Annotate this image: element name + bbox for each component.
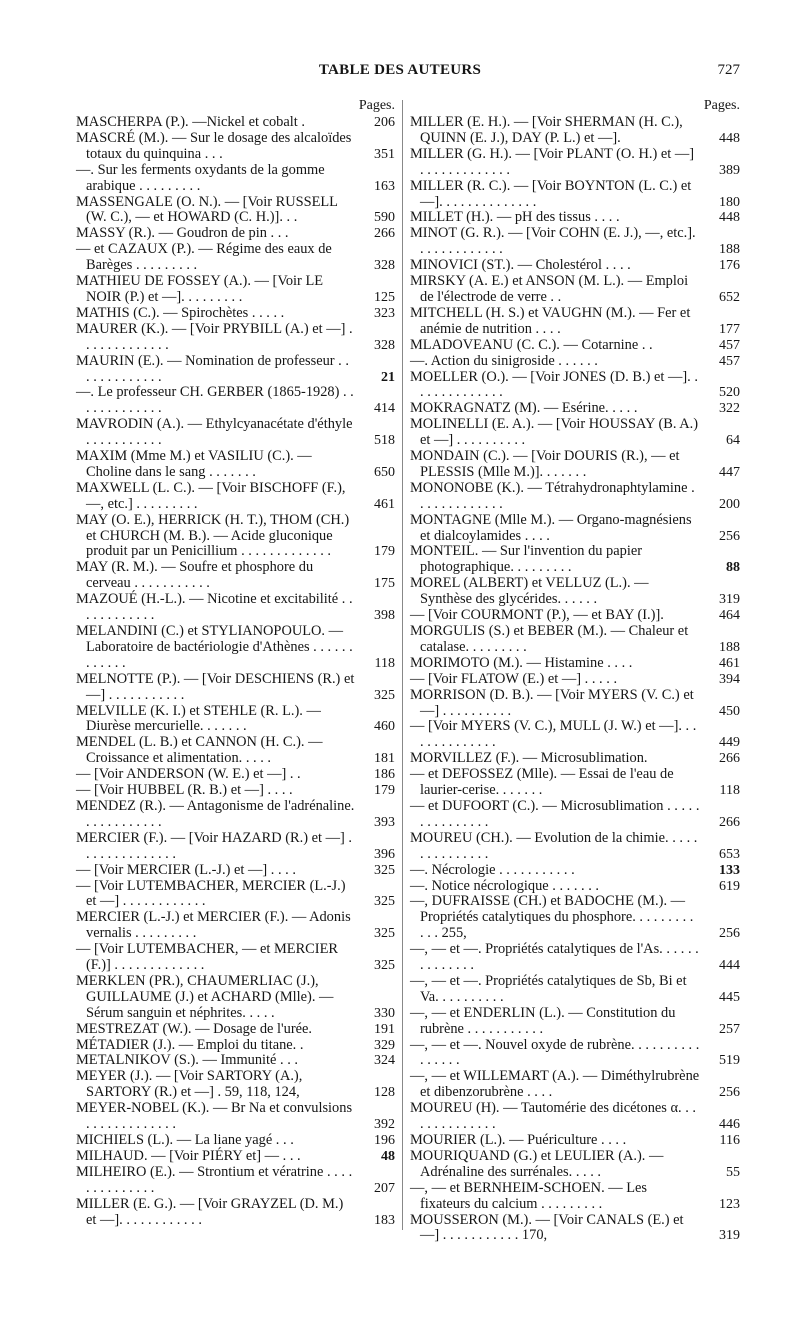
entry-page-number: 351	[374, 146, 395, 162]
index-entry	[76, 242, 395, 274]
entry-page-number: 457	[719, 353, 740, 369]
index-entry	[76, 704, 395, 736]
entry-text: MAURIN (E.). — Nomination de professeur . . . . . . . . . . . . .	[76, 352, 349, 385]
index-entry	[76, 799, 395, 831]
entry-page-number: 394	[719, 671, 740, 687]
page-number: 727	[717, 62, 740, 78]
entry-page-number: 196	[374, 1133, 395, 1148]
index-entry	[76, 1133, 395, 1149]
index-entry	[76, 306, 395, 322]
pages-column-label: Pages.	[358, 98, 395, 113]
index-entry	[76, 863, 395, 879]
entry-text: MLADOVEANU (C. C.). — Cotarnine . .	[410, 336, 653, 353]
index-entry	[410, 831, 740, 863]
entry-text: MICHIELS (L.). — La liane yagé . . .	[76, 1132, 294, 1148]
entry-text: MERCIER (F.). — [Voir HAZARD (R.) et —] . . . . . . . . . . . . . .	[76, 829, 352, 862]
entry-text: MITCHELL (H. S.) et VAUGHN (M.). — Fer et anémie de nutrition . . . .	[410, 304, 691, 337]
entry-page-number: 450	[719, 703, 740, 719]
entry-page-number: 118	[374, 655, 395, 671]
index-entry	[76, 513, 395, 561]
entry-text: MASCRÉ (M.). — Sur le dosage des alcaloïdes totaux du quinquina . . .	[76, 129, 352, 162]
entry-text: MEYER (J.). — [Voir SARTORY (A.), SARTORY (R.) et —] . 59, 118, 124,	[76, 1068, 303, 1101]
index-entry	[410, 401, 740, 417]
index-entry	[76, 624, 395, 672]
index-entry	[76, 274, 395, 306]
entry-page-number: 322	[719, 401, 740, 417]
index-entry	[410, 863, 740, 879]
entry-page-number: 181	[374, 751, 395, 767]
entry-page-number: 266	[374, 226, 395, 242]
entry-text: MOLINELLI (E. A.). — [Voir HOUSSAY (B. A.) et —] . . . . . . . . . .	[410, 416, 699, 449]
index-entry	[76, 1101, 395, 1133]
index-entry	[410, 942, 740, 974]
index-column-left	[76, 96, 395, 1228]
entry-text: MAURER (K.). — [Voir PRYBILL (A.) et —] . . . . . . . . . . . . .	[76, 320, 353, 353]
entry-page-number: 48	[381, 1148, 395, 1164]
index-entry	[410, 767, 740, 799]
index-entry	[410, 1149, 740, 1181]
entry-text: MESTREZAT (W.). — Dosage de l'urée.	[76, 1020, 312, 1037]
entry-page-number: 180	[719, 194, 740, 210]
entry-page-number: 179	[374, 783, 395, 799]
entry-text: MORGULIS (S.) et BEBER (M.). — Chaleur et catalase. . . . . . . . .	[410, 623, 689, 655]
entry-page-number: 325	[374, 958, 395, 974]
entry-text: MILLER (E. H.). — [Voir SHERMAN (H. C.), QUINN (E. J.), DAY (P. L.) et —].	[410, 114, 683, 146]
entry-text: —. Nécrologie . . . . . . . . . . .	[410, 861, 575, 878]
entry-page-number: 650	[374, 464, 395, 480]
index-entry	[76, 783, 395, 799]
entry-page-number: 519	[719, 1053, 740, 1069]
index-entry	[410, 576, 740, 608]
entry-text: MEYER-NOBEL (K.). — Br Na et convulsions . . . . . . . . . . . . .	[76, 1100, 353, 1133]
index-entry	[76, 1022, 395, 1038]
entry-text: MILLER (G. H.). — [Voir PLANT (O. H.) et —] . . . . . . . . . . . . .	[410, 145, 695, 178]
index-entry	[76, 1069, 395, 1101]
index-entry	[76, 1165, 395, 1197]
entry-page-number: 133	[719, 862, 740, 878]
entry-text: — [Voir HUBBEL (R. B.) et —] . . . .	[76, 782, 293, 799]
index-entry	[76, 672, 395, 704]
index-entry	[76, 449, 395, 481]
entry-text: —. Notice nécrologique . . . . . . .	[410, 877, 600, 894]
entry-text: MOUREU (CH.). — Evolution de la chimie. . . . . . . . . . . . . . .	[410, 829, 698, 862]
entry-text: MAY (O. E.), HERRICK (H. T.), THOM (CH.) et CHURCH (M. B.). — Acide gluconique produit par un Penicillium . . . . . . . . . . . . .	[76, 511, 350, 560]
index-entry	[76, 974, 395, 1022]
entry-page-number: 619	[719, 878, 740, 894]
entry-text: MILLER (R. C.). — [Voir BOYNTON (L. C.) et —]. . . . . . . . . . . . . .	[410, 177, 692, 210]
entry-page-number: 389	[719, 162, 740, 178]
entry-page-number: 449	[719, 735, 740, 751]
entry-page-number: 21	[381, 369, 395, 385]
index-entry	[410, 210, 740, 226]
index-entry	[410, 417, 740, 449]
entry-text: MONTAGNE (Mlle M.). — Organo-magnésiens et dialcoylamides . . . .	[410, 511, 692, 544]
entry-text: —. Le professeur CH. GERBER (1865-1928) . . . . . . . . . . . . .	[76, 384, 354, 417]
entry-text: MOREL (ALBERT) et VELLUZ (L.). — Synthèse des glycérides. . . . . .	[410, 575, 649, 608]
entry-page-number: 448	[719, 210, 740, 226]
entry-page-number: 444	[719, 958, 740, 974]
entry-page-number: 257	[719, 1021, 740, 1037]
index-entry	[410, 274, 740, 306]
entry-text: — [Voir MERCIER (L.-J.) et —] . . . .	[76, 861, 296, 878]
index-entry	[410, 115, 740, 147]
index-entry	[76, 115, 395, 131]
pages-column-label: Pages.	[703, 98, 740, 113]
entry-page-number: 191	[374, 1021, 395, 1037]
entry-text: MORIMOTO (M.). — Histamine . . . .	[410, 654, 633, 671]
entry-page-number: 398	[374, 608, 395, 624]
entry-page-number: 163	[374, 178, 395, 194]
index-entry	[410, 799, 740, 831]
entry-text: —, — et —. Propriétés catalytiques de l'As. . . . . . . . . . . . . .	[410, 941, 699, 974]
entry-text: MAZOUÉ (H.-L.). — Nicotine et excitabilité . . . . . . . . . . . .	[76, 591, 353, 624]
entry-page-number: 414	[374, 401, 395, 417]
entry-page-number: 206	[374, 115, 395, 130]
entry-text: — [Voir FLATOW (E.) et —] . . . . .	[410, 670, 618, 687]
index-entry	[410, 894, 740, 942]
index-entry	[76, 322, 395, 354]
entry-page-number: 392	[374, 1117, 395, 1133]
entry-text: MINOT (G. R.). — [Voir COHN (E. J.), —, etc.]. . . . . . . . . . . . .	[410, 225, 696, 258]
index-entry	[410, 513, 740, 545]
entry-text: — et CAZAUX (P.). — Régime des eaux de Barèges . . . . . . . . .	[76, 241, 332, 274]
entry-text: MIRSKY (A. E.) et ANSON (M. L.). — Emploi de l'électrode de verre . .	[410, 273, 689, 305]
index-entry	[410, 179, 740, 211]
entry-text: MASCHERPA (P.). —Nickel et cobalt .	[76, 114, 305, 130]
entry-page-number: 457	[719, 337, 740, 353]
entry-text: MOELLER (O.). — [Voir JONES (D. B.) et —]. . . . . . . . . . . . . .	[410, 368, 698, 401]
index-entry	[76, 226, 395, 242]
entry-text: MENDEL (L. B.) et CANNON (H. C.). — Croissance et alimentation. . . . .	[76, 734, 323, 767]
index-entry	[76, 131, 395, 163]
index-entry	[410, 608, 740, 624]
entry-page-number: 328	[374, 258, 395, 274]
index-entry	[410, 688, 740, 720]
entry-page-number: 325	[374, 894, 395, 910]
entry-text: —. Sur les ferments oxydants de la gomme arabique . . . . . . . . .	[76, 161, 325, 194]
index-entry	[410, 1038, 740, 1070]
entry-page-number: 176	[719, 258, 740, 274]
entry-text: MERKLEN (PR.), CHAUMERLIAC (J.), GUILLAUME (J.) et ACHARD (Mlle). — Sérum sanguin et néphrites. . . . .	[76, 972, 334, 1021]
entry-page-number: 323	[374, 305, 395, 321]
entry-page-number: 266	[719, 751, 740, 767]
index-entry	[410, 544, 740, 576]
index-entry	[410, 624, 740, 656]
entry-text: MOUSSERON (M.). — [Voir CANALS (E.) et —] . . . . . . . . . . . 170,	[410, 1211, 684, 1244]
entry-text: MILLET (H.). — pH des tissus . . . .	[410, 209, 620, 226]
entry-page-number: 448	[719, 130, 740, 146]
index-entry	[410, 974, 740, 1006]
entry-page-number: 328	[374, 337, 395, 353]
entry-text: MAXWELL (L. C.). — [Voir BISCHOFF (F.), —, etc.] . . . . . . . . .	[76, 479, 346, 512]
entry-text: MINOVICI (ST.). — Cholestérol . . . .	[410, 257, 631, 274]
entry-text: MONTEIL. — Sur l'invention du papier photographique. . . . . . . . .	[410, 543, 643, 576]
entry-text: MILHAUD. — [Voir PIÉRY et] — . . .	[76, 1147, 301, 1164]
index-entry	[76, 385, 395, 417]
entry-text: MASSY (R.). — Goudron de pin . . .	[76, 225, 289, 242]
index-entry	[76, 1149, 395, 1165]
index-entry	[76, 879, 395, 911]
entry-page-number: 324	[374, 1053, 395, 1069]
column-divider	[402, 100, 403, 1230]
entry-page-number: 325	[374, 687, 395, 703]
entry-page-number: 177	[719, 321, 740, 337]
index-entry	[410, 1069, 740, 1101]
entry-text: MOKRAGNATZ (M). — Esérine. . . . .	[410, 400, 638, 417]
entry-page-number: 445	[719, 989, 740, 1005]
entry-page-number: 88	[726, 560, 740, 576]
entry-text: — et DUFOORT (C.). — Microsublimation . . . . . . . . . . . . . . .	[410, 797, 700, 830]
entry-text: —, — et WILLEMART (A.). — Diméthylrubrène et dibenzorubrène . . . .	[410, 1068, 700, 1101]
entry-page-number: 518	[374, 433, 395, 449]
entry-page-number: 319	[719, 592, 740, 608]
entry-text: — [Voir COURMONT (P.), — et BAY (I.)].	[410, 607, 664, 624]
entry-page-number: 652	[719, 289, 740, 305]
index-entry	[410, 147, 740, 179]
entry-page-number: 123	[719, 1196, 740, 1212]
entry-text: MOURIER (L.). — Puériculture . . . .	[410, 1132, 627, 1148]
index-entry	[76, 195, 395, 227]
index-entry	[76, 560, 395, 592]
entry-text: —, — et —. Nouvel oxyde de rubrène. . . . . . . . . . . . . . . .	[410, 1036, 700, 1069]
running-title: TABLE DES AUTEURS	[318, 62, 482, 78]
entry-text: MELVILLE (K. I.) et STEHLE (R. L.). — Diurèse mercurielle. . . . . . .	[76, 702, 321, 735]
index-entry	[410, 370, 740, 402]
index-entry	[410, 1101, 740, 1133]
index-entry	[76, 942, 395, 974]
index-entry	[76, 163, 395, 195]
index-entry	[410, 1133, 740, 1149]
index-entry	[410, 656, 740, 672]
entry-text: — [Voir LUTEMBACHER, MERCIER (L.-J.) et —] . . . . . . . . . . . .	[76, 877, 346, 910]
entry-text: — [Voir MYERS (V. C.), MULL (J. W.) et —]. . . . . . . . . . . . . .	[410, 718, 697, 751]
entry-text: — et DEFOSSEZ (Mlle). — Essai de l'eau de laurier-cerise. . . . . . .	[410, 766, 674, 799]
entry-text: —. Action du sinigroside . . . . . .	[410, 352, 598, 369]
entry-page-number: 266	[719, 814, 740, 830]
entry-page-number: 447	[719, 464, 740, 480]
entry-text: MOURIQUAND (G.) et LEULIER (A.). — Adrénaline des surrénales. . . . .	[410, 1147, 664, 1180]
index-entry	[76, 767, 395, 783]
entry-page-number: 325	[374, 862, 395, 878]
entry-page-number: 396	[374, 846, 395, 862]
entry-page-number: 55	[726, 1164, 740, 1180]
entry-text: MAXIM (Mme M.) et VASILIU (C.). — Choline dans le sang . . . . . . .	[76, 448, 312, 480]
entry-text: MASSENGALE (O. N.). — [Voir RUSSELL (W. C.), — et HOWARD (C. H.)]. . .	[76, 193, 338, 226]
index-entry	[410, 481, 740, 513]
entry-list	[410, 115, 740, 1244]
entry-text: MELNOTTE (P.). — [Voir DESCHIENS (R.) et —] . . . . . . . . . . .	[76, 670, 355, 703]
index-entry	[410, 751, 740, 767]
entry-text: MATHIS (C.). — Spirochètes . . . . .	[76, 304, 285, 321]
index-entry	[76, 1053, 395, 1069]
entry-page-number: 186	[374, 767, 395, 783]
entry-page-number: 183	[374, 1212, 395, 1228]
entry-text: MENDEZ (R.). — Antagonisme de l'adrénaline. . . . . . . . . . . .	[76, 797, 355, 830]
index-entry	[76, 910, 395, 942]
entry-text: MAY (R. M.). — Soufre et phosphore du cerveau . . . . . . . . . . .	[76, 559, 314, 592]
entry-text: MELANDINI (C.) et STYLIANOPOULO. — Laboratoire de bactériologie d'Athènes . . . . . . . . . . . .	[76, 623, 353, 671]
entry-page-number: 464	[719, 608, 740, 624]
entry-text: — [Voir ANDERSON (W. E.) et —] . .	[76, 766, 301, 783]
entry-text: METALNIKOV (S.). — Immunité . . .	[76, 1052, 299, 1069]
index-entry	[76, 417, 395, 449]
index-entry	[76, 1197, 395, 1229]
entry-page-number: 520	[719, 385, 740, 401]
entry-page-number: 393	[374, 814, 395, 830]
entry-text: —, — et —. Propriétés catalytiques de Sb, Bi et Va. . . . . . . . . .	[410, 972, 687, 1005]
index-entry	[410, 449, 740, 481]
index-entry	[76, 481, 395, 513]
entry-page-number: 330	[374, 1005, 395, 1021]
index-entry	[76, 354, 395, 386]
entry-text: — [Voir LUTEMBACHER, — et MERCIER (F.)] . . . . . . . . . . . . .	[76, 941, 338, 974]
entry-page-number: 118	[719, 783, 740, 799]
index-entry	[410, 226, 740, 258]
entry-page-number: 256	[719, 528, 740, 544]
entry-text: MAVRODIN (A.). — Ethylcyanacétate d'éthyle . . . . . . . . . . .	[76, 416, 353, 449]
entry-page-number: 125	[374, 289, 395, 305]
index-entry	[410, 719, 740, 751]
entry-page-number: 200	[719, 496, 740, 512]
entry-text: MORVILLEZ (F.). — Microsublimation.	[410, 750, 648, 767]
entry-page-number: 319	[719, 1228, 740, 1244]
entry-page-number: 653	[719, 846, 740, 862]
index-entry	[76, 592, 395, 624]
entry-page-number: 329	[374, 1037, 395, 1053]
index-entry	[410, 879, 740, 895]
entry-text: MONDAIN (C.). — [Voir DOURIS (R.), — et PLESSIS (Mlle M.)]. . . . . . .	[410, 448, 680, 480]
entry-page-number: 446	[719, 1117, 740, 1133]
entry-page-number: 188	[719, 242, 740, 258]
index-entry	[76, 1038, 395, 1054]
index-entry	[410, 1181, 740, 1213]
index-entry	[76, 735, 395, 767]
index-entry	[76, 831, 395, 863]
entry-text: MILHEIRO (E.). — Strontium et vératrine . . . . . . . . . . . . . .	[76, 1163, 353, 1196]
index-entry	[410, 1006, 740, 1038]
entry-page-number: 460	[374, 719, 395, 735]
entry-page-number: 128	[374, 1085, 395, 1101]
entry-text: MILLER (E. G.). — [Voir GRAYZEL (D. M.) et —]. . . . . . . . . . . .	[76, 1195, 344, 1228]
entry-text: MERCIER (L.-J.) et MERCIER (F.). — Adonis vernalis . . . . . . . . .	[76, 909, 351, 942]
entry-page-number: 461	[719, 655, 740, 671]
entry-text: MATHIEU DE FOSSEY (A.). — [Voir LE NOIR (P.) et —]. . . . . . . . .	[76, 273, 324, 305]
entry-text: MONONOBE (K.). — Tétrahydronaphtylamine . . . . . . . . . . . . .	[410, 479, 695, 512]
index-entry	[410, 672, 740, 688]
entry-page-number: 175	[374, 576, 395, 592]
entry-page-number: 590	[374, 210, 395, 226]
entry-page-number: 256	[719, 1085, 740, 1101]
entry-page-number: 179	[374, 544, 395, 560]
entry-text: —, DUFRAISSE (CH.) et BADOCHE (M.). — Propriétés catalytiques du phosphore. . . . . . . . . . . . 255,	[410, 893, 694, 942]
index-entry	[410, 338, 740, 354]
entry-page-number: 188	[719, 639, 740, 655]
index-column-right	[410, 96, 740, 1244]
entry-list	[76, 115, 395, 1228]
entry-text: —, — et BERNHEIM-SCHOEN. — Les fixateurs du calcium . . . . . . . . .	[410, 1179, 648, 1212]
index-entry	[410, 258, 740, 274]
entry-page-number: 116	[719, 1133, 740, 1148]
index-entry	[410, 306, 740, 338]
entry-page-number: 256	[719, 926, 740, 942]
entry-page-number: 207	[374, 1180, 395, 1196]
index-entry	[410, 1213, 740, 1245]
entry-page-number: 325	[374, 926, 395, 942]
entry-text: MÉTADIER (J.). — Emploi du titane. .	[76, 1036, 304, 1053]
entry-page-number: 64	[726, 433, 740, 449]
entry-text: MOUREU (H). — Tautomérie des dicétones α. . . . . . . . . . . . . .	[410, 1100, 697, 1133]
entry-text: —, — et ENDERLIN (L.). — Constitution du rubrène . . . . . . . . . . .	[410, 1004, 676, 1037]
index-entry	[410, 354, 740, 370]
entry-page-number: 461	[374, 496, 395, 512]
entry-text: MORRISON (D. B.). — [Voir MYERS (V. C.) et —] . . . . . . . . . .	[410, 686, 694, 719]
